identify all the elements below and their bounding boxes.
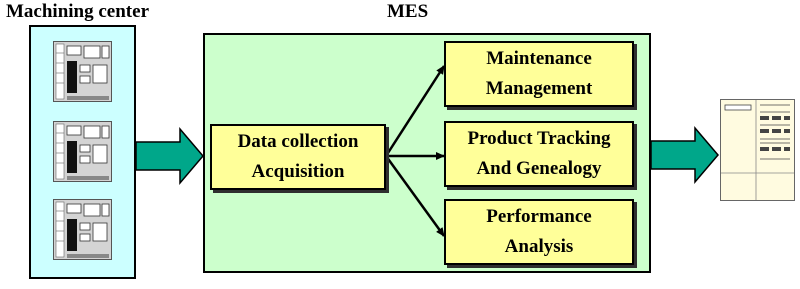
performance-line-1: Performance (486, 206, 592, 227)
flow-arrow-out (651, 127, 719, 183)
maintenance-line-2: Management (485, 78, 593, 99)
mes-label: MES (387, 1, 429, 22)
product-tracking-box (444, 121, 634, 187)
arrow-to-maintenance (386, 66, 444, 156)
data-collection-box (210, 124, 386, 190)
maintenance-box (444, 41, 634, 107)
performance-line-2: Analysis (504, 236, 574, 257)
data-collection-line-1: Data collection (237, 131, 359, 152)
data-collection-line-2: Acquisition (251, 161, 345, 182)
performance-box (444, 199, 634, 265)
arrow-to-performance (386, 156, 444, 236)
product-tracking-line-2: And Genealogy (476, 158, 602, 179)
maintenance-line-1: Maintenance (486, 48, 592, 69)
machining-center-label: Machining center (6, 1, 150, 22)
terminal-icon (720, 99, 796, 202)
product-tracking-line-1: Product Tracking (467, 128, 611, 149)
